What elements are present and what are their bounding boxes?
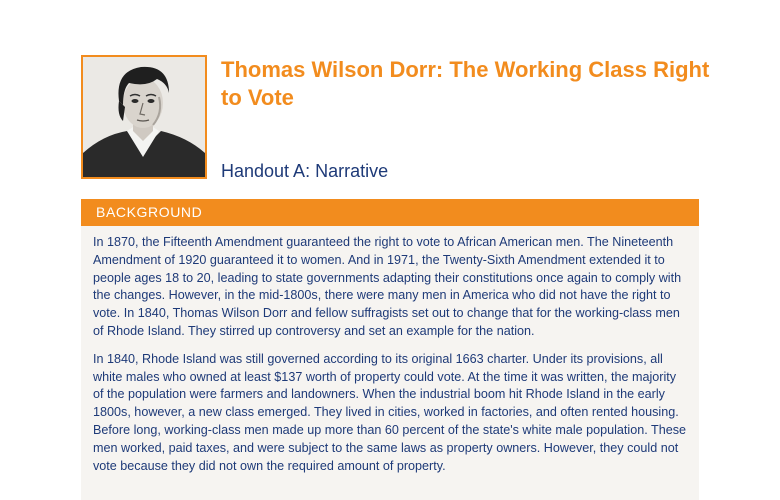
- portrait-drawing: [83, 57, 205, 177]
- page-title: Thomas Wilson Dorr: The Working Class Right to Vote: [221, 57, 710, 110]
- portrait-image: [81, 55, 207, 179]
- section-body: [81, 226, 699, 475]
- page-subtitle: Handout A: Narrative: [221, 161, 389, 181]
- paragraph: In 1840, Rhode Island was still governed according to its original 1663 charter. Under its provisions, all white males who owned at least $137 worth of property could vote. At the time it was written, the majority of the population were farmers and landowners. When the industrial boom hit Rhode Island in the early 1800s, however, a new class emerged. They lived in cities, worked in factories, and often rented housing. Before long, working-class men made up more than 60 percent of the state's white male population. These men worked, paid taxes, and were subject to the same laws as property owners. However, they could not vote because they did not own the required amount of property.: [93, 351, 687, 473]
- section-heading: BACKGROUND: [81, 199, 699, 226]
- paragraph: In 1870, the Fifteenth Amendment guaranteed the right to vote to African American men. The Nineteenth Amendment of 1920 guaranteed it to women. And in 1971, the Twenty-Sixth Amendment extended it to people ages 18 to 20, leading to state governments adapting their constitutions once again to comply with the changes. However, in the mid-1800s, there were many men in America who did not have the right to vote. In 1840, Thomas Wilson Dorr and fellow suffragists set out to change that for the working-class men of Rhode Island. They stirred up controversy and set an example for the nation.: [93, 235, 682, 338]
- background-section: [81, 199, 699, 500]
